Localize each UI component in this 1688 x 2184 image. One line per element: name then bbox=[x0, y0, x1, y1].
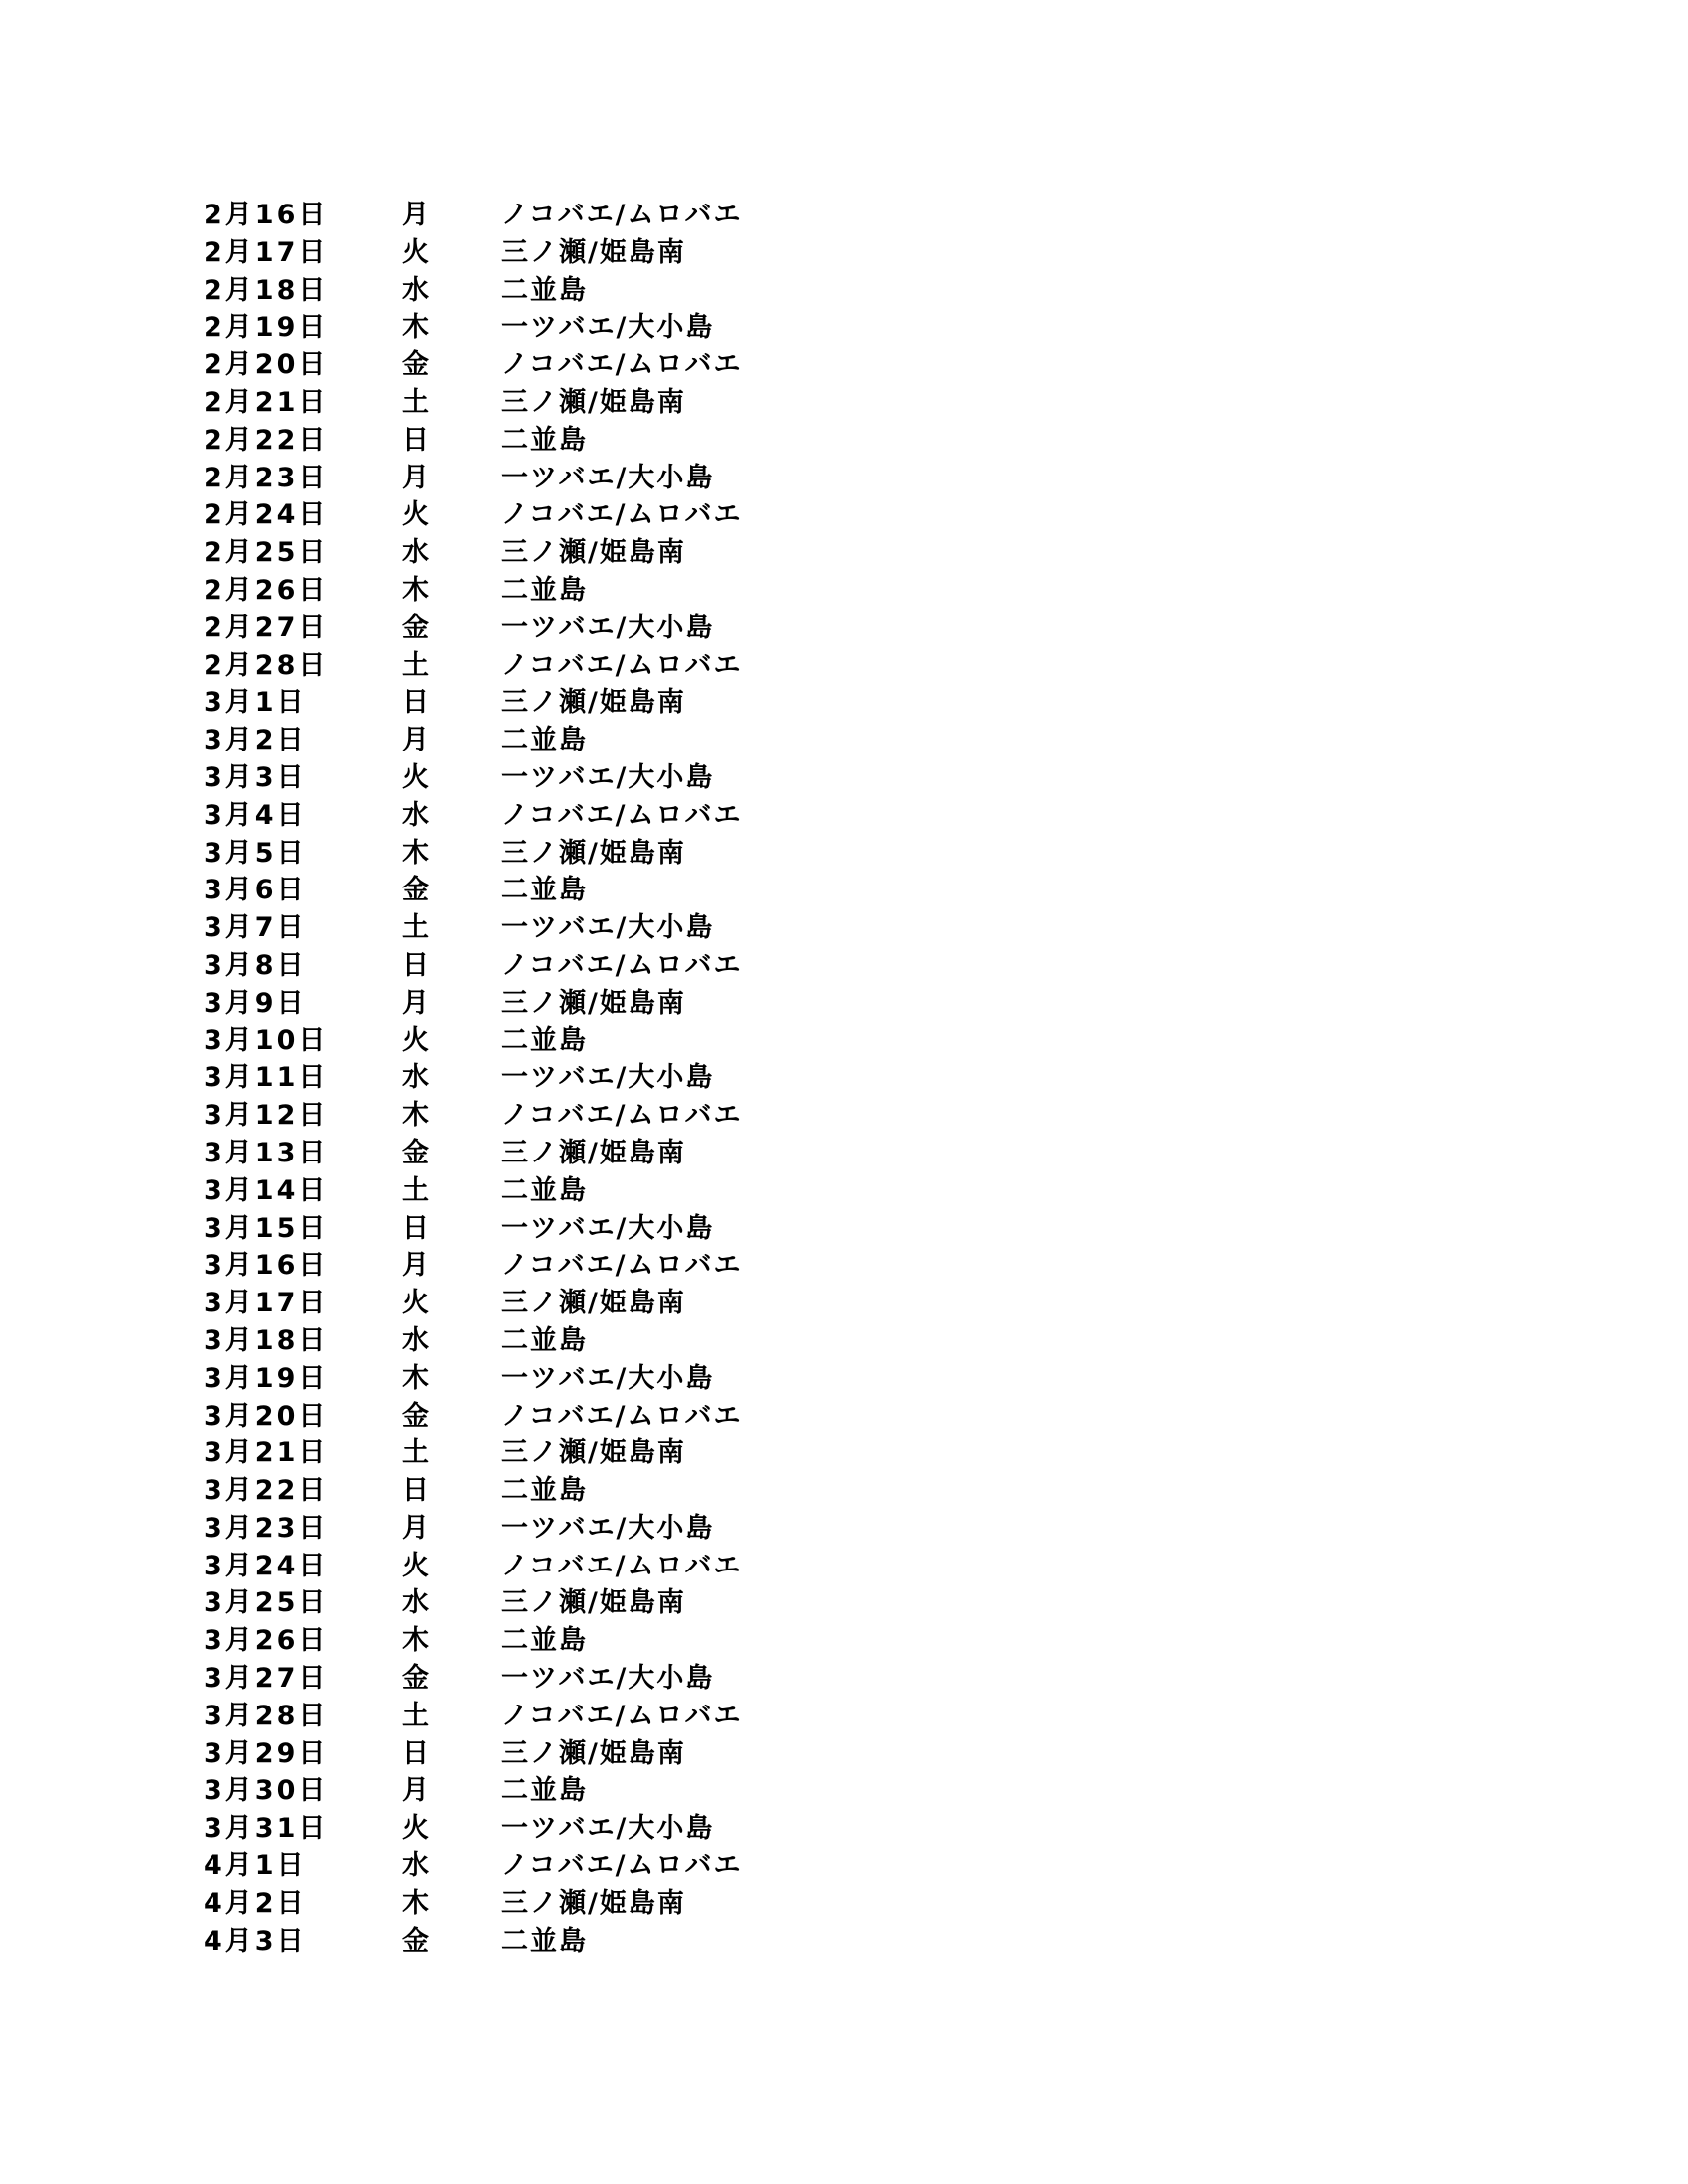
row-location: ノコバエ/ムロバエ bbox=[501, 799, 743, 831]
row-location: 二並島 bbox=[501, 1475, 588, 1507]
row-weekday: 金 bbox=[402, 1663, 429, 1695]
row-weekday: 木 bbox=[402, 1100, 429, 1132]
row-location: 二並島 bbox=[501, 1324, 588, 1356]
row-weekday: 金 bbox=[402, 612, 429, 643]
row-weekday: 日 bbox=[402, 687, 429, 719]
row-location: 三ノ瀬/姫島南 bbox=[501, 1587, 686, 1619]
row-weekday: 日 bbox=[402, 424, 429, 456]
schedule-list bbox=[204, 197, 1097, 1960]
schedule-row bbox=[204, 759, 1097, 797]
row-location: 一ツバエ/大小島 bbox=[501, 1512, 715, 1544]
row-date: 3月31日 bbox=[204, 1813, 329, 1844]
row-date: 3月12日 bbox=[204, 1100, 329, 1132]
row-date: 3月17日 bbox=[204, 1288, 329, 1319]
row-weekday: 日 bbox=[402, 1475, 429, 1507]
row-date: 2月25日 bbox=[204, 537, 329, 569]
row-weekday: 月 bbox=[402, 987, 429, 1019]
row-weekday: 木 bbox=[402, 837, 429, 869]
schedule-row bbox=[204, 1622, 1097, 1660]
schedule-row bbox=[204, 1810, 1097, 1847]
schedule-row bbox=[204, 1548, 1097, 1585]
schedule-row bbox=[204, 1698, 1097, 1735]
row-location: ノコバエ/ムロバエ bbox=[501, 499, 743, 531]
row-weekday: 金 bbox=[402, 1137, 429, 1168]
row-date: 3月11日 bbox=[204, 1062, 329, 1094]
schedule-row bbox=[204, 460, 1097, 497]
row-location: 三ノ瀬/姫島南 bbox=[501, 236, 686, 268]
row-location: ノコバエ/ムロバエ bbox=[501, 1400, 743, 1432]
schedule-row bbox=[204, 647, 1097, 685]
row-location: 三ノ瀬/姫島南 bbox=[501, 537, 686, 569]
schedule-row bbox=[204, 722, 1097, 759]
row-weekday: 火 bbox=[402, 1288, 429, 1319]
row-location: ノコバエ/ムロバエ bbox=[501, 649, 743, 681]
row-date: 3月3日 bbox=[204, 761, 307, 793]
row-weekday: 金 bbox=[402, 875, 429, 906]
row-weekday: 火 bbox=[402, 761, 429, 793]
row-weekday: 水 bbox=[402, 274, 429, 306]
row-weekday: 水 bbox=[402, 1850, 429, 1882]
row-date: 3月27日 bbox=[204, 1663, 329, 1695]
row-location: ノコバエ/ムロバエ bbox=[501, 349, 743, 381]
row-location: 三ノ瀬/姫島南 bbox=[501, 386, 686, 418]
row-date: 3月14日 bbox=[204, 1174, 329, 1206]
row-location: 一ツバエ/大小島 bbox=[501, 312, 715, 343]
row-date: 4月1日 bbox=[204, 1850, 307, 1882]
row-date: 3月22日 bbox=[204, 1475, 329, 1507]
row-weekday: 月 bbox=[402, 1775, 429, 1807]
row-date: 3月5日 bbox=[204, 837, 307, 869]
row-date: 2月21日 bbox=[204, 386, 329, 418]
schedule-row bbox=[204, 1434, 1097, 1472]
row-location: 一ツバエ/大小島 bbox=[501, 1212, 715, 1244]
schedule-row bbox=[204, 1023, 1097, 1060]
row-date: 2月17日 bbox=[204, 236, 329, 268]
schedule-row bbox=[204, 797, 1097, 835]
schedule-row bbox=[204, 835, 1097, 873]
row-weekday: 月 bbox=[402, 725, 429, 756]
row-location: ノコバエ/ムロバエ bbox=[501, 1850, 743, 1882]
row-weekday: 月 bbox=[402, 1250, 429, 1282]
row-location: 二並島 bbox=[501, 424, 588, 456]
row-date: 3月20日 bbox=[204, 1400, 329, 1432]
schedule-row bbox=[204, 1135, 1097, 1172]
row-location: 二並島 bbox=[501, 274, 588, 306]
row-date: 4月2日 bbox=[204, 1887, 307, 1919]
schedule-row bbox=[204, 1847, 1097, 1885]
schedule-row bbox=[204, 1247, 1097, 1285]
schedule-row bbox=[204, 309, 1097, 346]
row-location: 三ノ瀬/姫島南 bbox=[501, 687, 686, 719]
schedule-row bbox=[204, 1097, 1097, 1135]
row-location: ノコバエ/ムロバエ bbox=[501, 200, 743, 230]
schedule-row bbox=[204, 1510, 1097, 1548]
row-location: ノコバエ/ムロバエ bbox=[501, 1700, 743, 1731]
schedule-row bbox=[204, 1472, 1097, 1510]
row-date: 3月29日 bbox=[204, 1737, 329, 1769]
schedule-row bbox=[204, 985, 1097, 1023]
schedule-row bbox=[204, 197, 1097, 234]
row-date: 3月28日 bbox=[204, 1700, 329, 1731]
schedule-row bbox=[204, 534, 1097, 572]
row-location: 二並島 bbox=[501, 725, 588, 756]
row-weekday: 月 bbox=[402, 462, 429, 493]
row-weekday: 木 bbox=[402, 1625, 429, 1657]
row-weekday: 火 bbox=[402, 1024, 429, 1056]
schedule-row bbox=[204, 572, 1097, 610]
row-date: 2月22日 bbox=[204, 424, 329, 456]
row-location: 一ツバエ/大小島 bbox=[501, 761, 715, 793]
row-location: 三ノ瀬/姫島南 bbox=[501, 1137, 686, 1168]
schedule-row bbox=[204, 496, 1097, 534]
schedule-row bbox=[204, 1172, 1097, 1210]
row-date: 3月21日 bbox=[204, 1437, 329, 1469]
row-location: 一ツバエ/大小島 bbox=[501, 1362, 715, 1394]
row-weekday: 木 bbox=[402, 1887, 429, 1919]
schedule-row bbox=[204, 1885, 1097, 1923]
row-weekday: 土 bbox=[402, 1437, 429, 1469]
row-weekday: 木 bbox=[402, 574, 429, 606]
row-weekday: 月 bbox=[402, 200, 429, 230]
schedule-row bbox=[204, 1210, 1097, 1248]
row-weekday: 火 bbox=[402, 1550, 429, 1581]
row-weekday: 土 bbox=[402, 1700, 429, 1731]
row-weekday: 金 bbox=[402, 1925, 429, 1957]
row-location: 一ツバエ/大小島 bbox=[501, 1062, 715, 1094]
row-location: ノコバエ/ムロバエ bbox=[501, 1100, 743, 1132]
row-location: 三ノ瀬/姫島南 bbox=[501, 1437, 686, 1469]
schedule-row bbox=[204, 872, 1097, 909]
schedule-row bbox=[204, 422, 1097, 460]
row-date: 2月19日 bbox=[204, 312, 329, 343]
row-date: 3月30日 bbox=[204, 1775, 329, 1807]
row-date: 3月16日 bbox=[204, 1250, 329, 1282]
row-location: 一ツバエ/大小島 bbox=[501, 1663, 715, 1695]
row-weekday: 火 bbox=[402, 236, 429, 268]
row-weekday: 水 bbox=[402, 1324, 429, 1356]
schedule-row bbox=[204, 909, 1097, 947]
schedule-row bbox=[204, 384, 1097, 422]
row-date: 3月6日 bbox=[204, 875, 307, 906]
row-date: 3月9日 bbox=[204, 987, 307, 1019]
schedule-row bbox=[204, 1923, 1097, 1961]
row-weekday: 火 bbox=[402, 499, 429, 531]
row-location: 一ツバエ/大小島 bbox=[501, 612, 715, 643]
row-date: 3月7日 bbox=[204, 912, 307, 944]
row-date: 3月24日 bbox=[204, 1550, 329, 1581]
row-weekday: 木 bbox=[402, 1362, 429, 1394]
row-date: 3月15日 bbox=[204, 1212, 329, 1244]
row-date: 2月26日 bbox=[204, 574, 329, 606]
schedule-row bbox=[204, 1584, 1097, 1622]
row-date: 3月25日 bbox=[204, 1587, 329, 1619]
row-date: 2月16日 bbox=[204, 200, 329, 230]
row-location: 三ノ瀬/姫島南 bbox=[501, 1737, 686, 1769]
row-location: 一ツバエ/大小島 bbox=[501, 462, 715, 493]
row-location: 三ノ瀬/姫島南 bbox=[501, 1887, 686, 1919]
row-location: ノコバエ/ムロバエ bbox=[501, 1550, 743, 1581]
row-location: 二並島 bbox=[501, 1925, 588, 1957]
row-weekday: 木 bbox=[402, 312, 429, 343]
schedule-row bbox=[204, 610, 1097, 647]
row-location: 二並島 bbox=[501, 1775, 588, 1807]
row-weekday: 月 bbox=[402, 1512, 429, 1544]
row-location: 二並島 bbox=[501, 1024, 588, 1056]
row-weekday: 日 bbox=[402, 949, 429, 981]
schedule-row bbox=[204, 1285, 1097, 1322]
row-location: 三ノ瀬/姫島南 bbox=[501, 1288, 686, 1319]
schedule-row bbox=[204, 1772, 1097, 1810]
row-weekday: 水 bbox=[402, 799, 429, 831]
row-weekday: 日 bbox=[402, 1737, 429, 1769]
row-date: 3月2日 bbox=[204, 725, 307, 756]
row-location: 二並島 bbox=[501, 1625, 588, 1657]
row-date: 3月13日 bbox=[204, 1137, 329, 1168]
row-date: 3月10日 bbox=[204, 1024, 329, 1056]
row-weekday: 土 bbox=[402, 912, 429, 944]
row-date: 2月18日 bbox=[204, 274, 329, 306]
schedule-row bbox=[204, 1322, 1097, 1360]
row-location: 一ツバエ/大小島 bbox=[501, 1813, 715, 1844]
row-weekday: 火 bbox=[402, 1813, 429, 1844]
row-date: 2月23日 bbox=[204, 462, 329, 493]
row-date: 2月28日 bbox=[204, 649, 329, 681]
row-date: 2月24日 bbox=[204, 499, 329, 531]
row-location: 三ノ瀬/姫島南 bbox=[501, 837, 686, 869]
schedule-row bbox=[204, 1735, 1097, 1773]
row-location: 二並島 bbox=[501, 1174, 588, 1206]
row-date: 3月1日 bbox=[204, 687, 307, 719]
row-weekday: 金 bbox=[402, 349, 429, 381]
row-weekday: 金 bbox=[402, 1400, 429, 1432]
schedule-row bbox=[204, 684, 1097, 722]
row-date: 3月18日 bbox=[204, 1324, 329, 1356]
schedule-row bbox=[204, 272, 1097, 310]
row-location: ノコバエ/ムロバエ bbox=[501, 1250, 743, 1282]
schedule-row bbox=[204, 1398, 1097, 1435]
row-location: 一ツバエ/大小島 bbox=[501, 912, 715, 944]
row-weekday: 日 bbox=[402, 1212, 429, 1244]
row-date: 3月4日 bbox=[204, 799, 307, 831]
row-date: 3月23日 bbox=[204, 1512, 329, 1544]
row-date: 4月3日 bbox=[204, 1925, 307, 1957]
row-location: 三ノ瀬/姫島南 bbox=[501, 987, 686, 1019]
row-location: 二並島 bbox=[501, 574, 588, 606]
row-location: 二並島 bbox=[501, 875, 588, 906]
row-location: ノコバエ/ムロバエ bbox=[501, 949, 743, 981]
row-weekday: 水 bbox=[402, 1062, 429, 1094]
schedule-row bbox=[204, 1059, 1097, 1097]
schedule-row bbox=[204, 346, 1097, 384]
schedule-row bbox=[204, 1360, 1097, 1398]
row-date: 3月26日 bbox=[204, 1625, 329, 1657]
row-weekday: 土 bbox=[402, 386, 429, 418]
row-date: 2月27日 bbox=[204, 612, 329, 643]
row-weekday: 水 bbox=[402, 1587, 429, 1619]
row-date: 2月20日 bbox=[204, 349, 329, 381]
row-weekday: 水 bbox=[402, 537, 429, 569]
schedule-row bbox=[204, 1660, 1097, 1698]
row-weekday: 土 bbox=[402, 1174, 429, 1206]
schedule-row bbox=[204, 234, 1097, 272]
row-date: 3月8日 bbox=[204, 949, 307, 981]
row-date: 3月19日 bbox=[204, 1362, 329, 1394]
row-weekday: 土 bbox=[402, 649, 429, 681]
schedule-row bbox=[204, 947, 1097, 985]
